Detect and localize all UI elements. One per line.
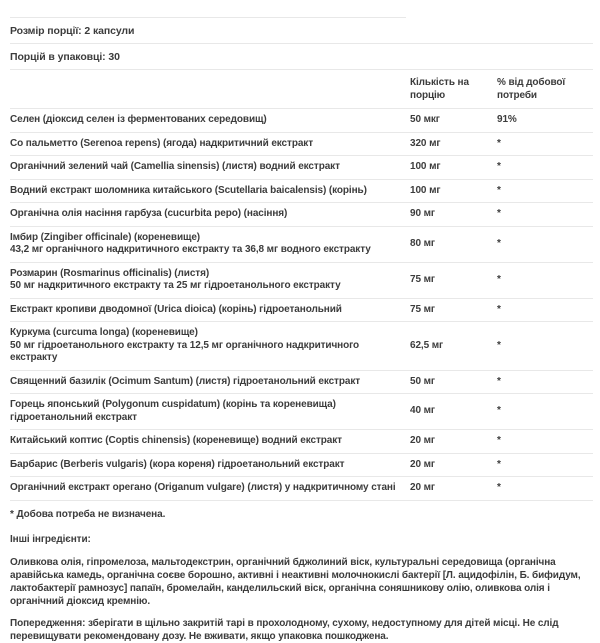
ingredient-name: Горець японський (Polygonum cuspidatum) (корінь та кореневища) [10,399,336,410]
ingredient-name: Екстракт кропиви дводомної (Urica dioica) (корінь) гідроетанольний [10,303,342,315]
ingredient-name: Со пальметто (Serenoa repens) (ягода) надкритичний екстракт [10,137,313,149]
warning-text: Попередження: зберігати в щільно закритій тарі в прохолодному, сухому, недоступному для дітей місці. Не слід перевищувати рекомендовану дозу. Не вживати, якщо упаковка пошкоджена. [10,617,559,642]
daily-value: * [497,237,501,249]
ingredient-table [10,109,593,501]
table-row [10,394,593,430]
table-row [10,299,593,323]
table-row [10,109,593,133]
table-row [10,322,593,371]
amount-value: 50 мг [410,375,435,387]
amount-value: 100 мг [410,184,441,196]
daily-value: * [497,208,501,219]
ingredient-name: Органічний екстракт орегано (Origanum vulgare) (листя) у надкритичному стані [10,482,396,493]
ingredient-name: Водний екстракт шоломника китайського (Scutellaria baicalensis) (корінь) [10,184,367,196]
ingredient-name-cell [10,304,410,317]
table-header-row [10,70,593,109]
amount-value: 100 мг [410,161,441,172]
ingredient-name-cell [10,161,410,174]
ingredient-name-cell [10,435,410,448]
table-row [10,454,593,478]
table-row [10,203,593,227]
ingredient-desc: гідроетанольний екстракт [10,411,137,423]
table-row [10,371,593,395]
amount-value: 75 мг [410,273,435,285]
daily-value: * [497,435,501,446]
amount-value: 62,5 мг [410,339,444,351]
ingredient-name: Органічний зелений чай (Camellia sinensis) (листя) водний екстракт [10,161,340,172]
ingredient-name-cell [10,268,410,293]
ingredient-name: Куркума (curcuma longa) (кореневище) [10,327,198,338]
table-row [10,477,593,501]
amount-value: 90 мг [410,208,435,219]
table-row [10,263,593,299]
amount-value: 20 мг [410,458,435,470]
ingredient-name-cell [10,208,410,221]
amount-value: 75 мг [410,303,435,315]
daily-value: * [497,405,501,417]
daily-value: * [497,273,501,285]
servings-per-container: Порцій в упаковці: 30 [10,44,593,70]
column-header-daily-value: % від добової потреби [497,77,566,101]
ingredient-name-cell [10,399,410,424]
ingredient-name: Органічна олія насіння гарбуза (cucurbita pepo) (насіння) [10,208,288,219]
amount-value: 20 мг [410,435,435,446]
table-row [10,180,593,204]
ingredient-desc: 50 мг надкритичного екстракту та 25 мг гідроетанольного екстракту [10,280,341,291]
amount-value: 80 мг [410,237,435,249]
ingredient-name-cell [10,482,410,495]
serving-size: Розмір порції: 2 капсули [10,18,593,44]
ingredient-name: Імбир (Zingiber officinale) (кореневище) [10,231,201,243]
table-row [10,227,593,263]
daily-value: * [497,482,501,493]
daily-value: * [497,458,501,470]
ingredient-name-cell [10,459,410,472]
daily-value: * [497,137,501,149]
amount-value: 20 мг [410,482,435,493]
ingredient-name: Китайський коптис (Coptis chinensis) (кореневище) водний екстракт [10,435,342,446]
amount-value: 320 мг [410,137,441,149]
daily-value: * [497,339,501,351]
ingredient-name-cell [10,114,410,127]
daily-value: 91% [497,114,517,125]
daily-value: * [497,375,501,387]
ingredient-name-cell [10,185,410,198]
amount-value: 50 мкг [410,114,440,125]
ingredient-name: Барбарис (Berberis vulgaris) (кора кореня) гідроетанольний екстракт [10,458,345,470]
ingredient-name-cell [10,327,410,365]
ingredient-name-cell [10,376,410,389]
ingredient-name: Священний базилік (Ocimum Santum) (листя) гідроетанольний екстракт [10,375,361,387]
ingredient-desc: 50 мг гідроетанольного екстракту та 12,5 мг органічного надкритичного екстракту [10,339,360,363]
ingredient-name-cell [10,138,410,151]
footnote: * Добова потреба не визначена. [10,508,166,520]
table-row [10,133,593,157]
ingredient-name: Розмарин (Rosmarinus officinalis) (листя) [10,267,210,279]
daily-value: * [497,303,501,315]
ingredient-desc: 43,2 мг органічного надкритичного екстракту та 36,8 мг водного екстракту [10,244,371,255]
daily-value: * [497,161,501,172]
ingredient-name-cell [10,232,410,257]
table-row [10,156,593,180]
table-row [10,430,593,454]
daily-value: * [497,184,501,196]
amount-value: 40 мг [410,405,435,417]
column-header-amount: Кількість на порцію [410,77,469,101]
other-ingredients-text: Оливкова олія, гіпромелоза, мальтодекстрин, органічний бджолиний віск, культуральні середовища (органічна аравійська камедь, органічна соєве борошно, активні і неактивні молочнокислі бактерії [Л. ацидофілін, Б. бифидум, лактобактерії рамнозус] папаїн, бромелайн, канделильский віск, органічна соняшникову олію, оливкова олія і органічний діоксид кремнію. [10,556,581,607]
other-ingredients-title: Інші інгредієнти: [10,534,91,545]
ingredient-name: Селен (діоксид селен із ферментованих середовищ) [10,114,267,125]
